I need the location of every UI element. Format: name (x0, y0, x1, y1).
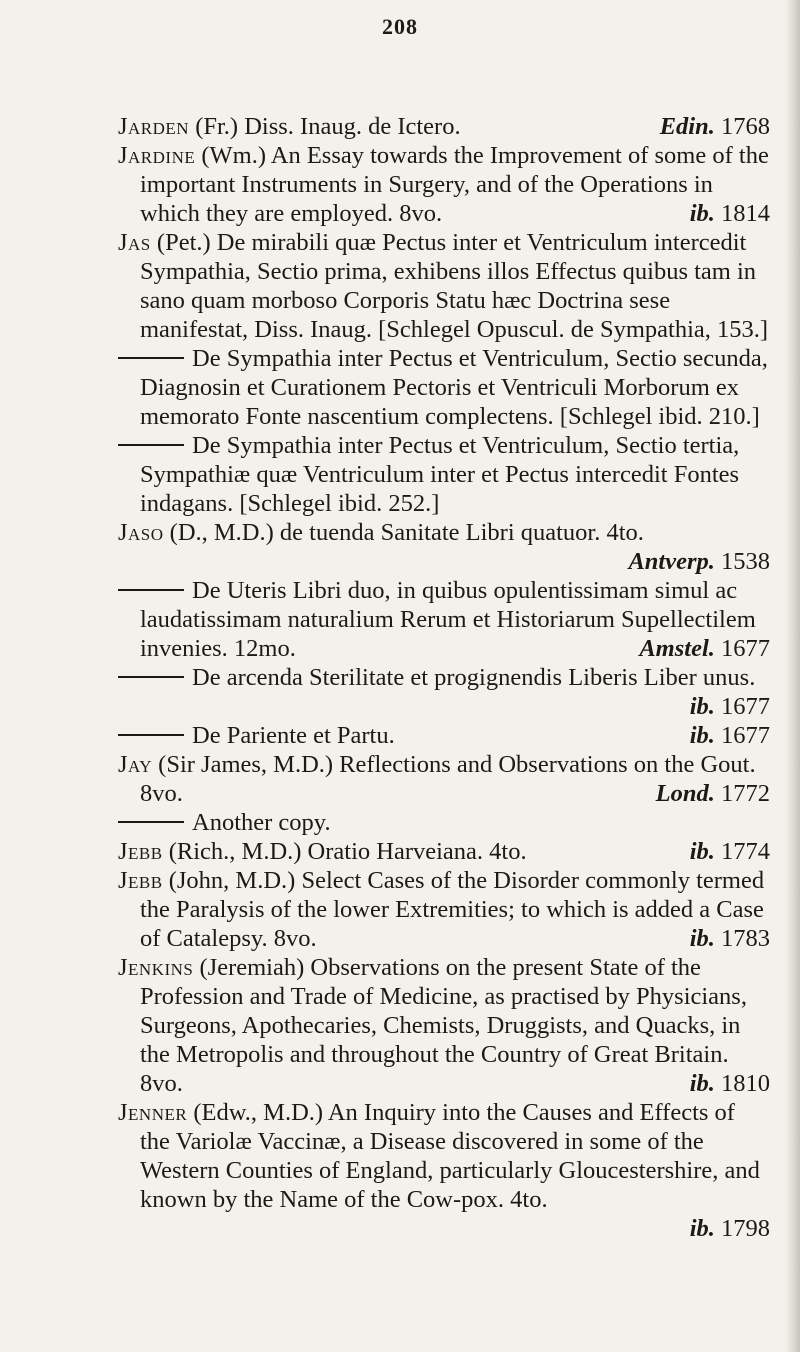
catalogue-entry (118, 431, 770, 518)
entry-text: (Wm.) An Essay towards the Improvement of some of the important Instruments in Surgery, and of the Operations in which they are employed. 8vo. (140, 142, 769, 227)
entry-imprint (690, 924, 770, 953)
imprint-year: 1774 (721, 838, 770, 865)
entry-text: (Edw., M.D.) An Inquiry into the Causes and Effects of the Variolæ Vaccinæ, a Disease discovered in some of the Western Counties of England, particularly Gloucestershire, and known by the Name of the Cow-pox. 4to. (140, 1099, 760, 1213)
imprint-place: ib. (689, 1215, 715, 1242)
imprint-place: ib. (689, 693, 715, 720)
imprint-year: 1677 (721, 635, 770, 662)
entry-author: Jenner (118, 1099, 188, 1126)
catalogue-entry (118, 750, 770, 808)
ditto-dash (118, 357, 184, 359)
entry-text: De Pariente et Partu. (192, 722, 395, 749)
page-edge-shadow (786, 0, 800, 1352)
entry-imprint (639, 634, 770, 663)
catalogue-entry (118, 112, 770, 141)
imprint-year: 1798 (721, 1215, 770, 1242)
catalogue-entry (118, 808, 770, 837)
entry-author: Jebb (118, 838, 163, 865)
entry-text: De Sympathia inter Pectus et Ventriculum, Sectio secunda, Diagnosin et Curationem Pectoris et Ventriculi Morborum ex memorato Fonte nascentium complectens. [Schlegel ibid. 210.] (140, 345, 768, 430)
imprint-year: 1768 (721, 113, 770, 140)
imprint-year: 1772 (721, 780, 770, 807)
entry-author: Jenkins (118, 954, 194, 981)
ditto-dash (118, 821, 184, 823)
ditto-dash (118, 676, 184, 678)
catalogue-entry (118, 953, 770, 1098)
entry-text: De Uteris Libri duo, in quibus opulentissimam simul ac laudatissimam naturalium Rerum et Historiarum Supellectilem invenies. 12mo. (140, 577, 756, 662)
catalogue-entry (118, 228, 770, 344)
imprint-place: ib. (689, 925, 715, 952)
entry-text: (Jeremiah) Observations on the present State of the Profession and Trade of Medicine, as practised by Physicians, Surgeons, Apothecaries, Chemists, Druggists, and Quacks, in the Metropolis and throughout the Country of Great Britain. 8vo. (140, 954, 747, 1097)
imprint-place: ib. (689, 1070, 715, 1097)
catalogue-entry (118, 721, 770, 750)
catalogue-entry (118, 344, 770, 431)
entry-text: De arcenda Sterilitate et progignendis Liberis Liber unus. (192, 664, 756, 691)
imprint-place: ib. (689, 838, 715, 865)
catalogue-entry (118, 141, 770, 228)
entry-text: (Fr.) Diss. Inaug. de Ictero. (195, 113, 461, 140)
imprint-place: Amstel. (639, 635, 715, 662)
imprint-year: 1677 (721, 722, 770, 749)
entry-imprint (690, 1069, 770, 1098)
imprint-year: 1810 (721, 1070, 770, 1097)
page-number: 208 (382, 14, 418, 39)
entry-author: Jaso (118, 519, 164, 546)
entry-author: Jay (118, 751, 153, 778)
imprint-place: ib. (689, 200, 715, 227)
catalogue-entry (118, 837, 770, 866)
ditto-dash (118, 444, 184, 446)
entry-author: Jas (118, 229, 151, 256)
entry-text: (D., M.D.) de tuenda Sanitate Libri quatuor. 4to. (169, 519, 644, 546)
catalogue-entry (118, 663, 770, 721)
entry-imprint (690, 199, 770, 228)
imprint-place: Antverp. (628, 548, 715, 575)
entry-imprint (140, 1214, 770, 1243)
imprint-place: Edin. (659, 113, 715, 140)
entry-imprint (690, 837, 770, 866)
entry-text: Another copy. (192, 809, 331, 836)
entry-text: (John, M.D.) Select Cases of the Disorder commonly termed the Paralysis of the lower Extremities; to which is added a Case of Catalepsy. 8vo. (140, 867, 765, 952)
imprint-year: 1677 (721, 693, 770, 720)
entry-text: De Sympathia inter Pectus et Ventriculum, Sectio tertia, Sympathiæ quæ Ventriculum inter et Pectus intercedit Fontes indagans. [Schlegel ibid. 252.] (140, 432, 740, 517)
catalogue-entries (118, 112, 770, 1243)
entry-author: Jarden (118, 113, 190, 140)
imprint-year: 1783 (721, 925, 770, 952)
entry-text: (Rich., M.D.) Oratio Harveiana. 4to. (168, 838, 527, 865)
entry-imprint (690, 721, 770, 750)
catalogue-entry (118, 518, 770, 576)
entry-imprint (660, 112, 770, 141)
catalogue-entry (118, 576, 770, 663)
entry-text: (Pet.) De mirabili quæ Pectus inter et Ventriculum intercedit Sympathia, Sectio prima, exhibens illos Effectus quibus tam in sano quam morboso Corporis Statu hæc Doctrina sese manifestat, Diss. Inaug. [Schlegel Opuscul. de Sympathia, 153.] (140, 229, 769, 343)
entry-author: Jardine (118, 142, 196, 169)
ditto-dash (118, 589, 184, 591)
entry-author: Jebb (118, 867, 163, 894)
catalogue-entry (118, 866, 770, 953)
entry-text: (Sir James, M.D.) Reflections and Observations on the Gout. 8vo. (140, 751, 756, 807)
ditto-dash (118, 734, 184, 736)
entry-imprint (140, 547, 770, 576)
entry-imprint (656, 779, 770, 808)
imprint-year: 1538 (721, 548, 770, 575)
imprint-place: ib. (689, 722, 715, 749)
imprint-year: 1814 (721, 200, 770, 227)
entry-imprint (690, 692, 770, 721)
imprint-place: Lond. (655, 780, 715, 807)
catalogue-entry (118, 1098, 770, 1243)
